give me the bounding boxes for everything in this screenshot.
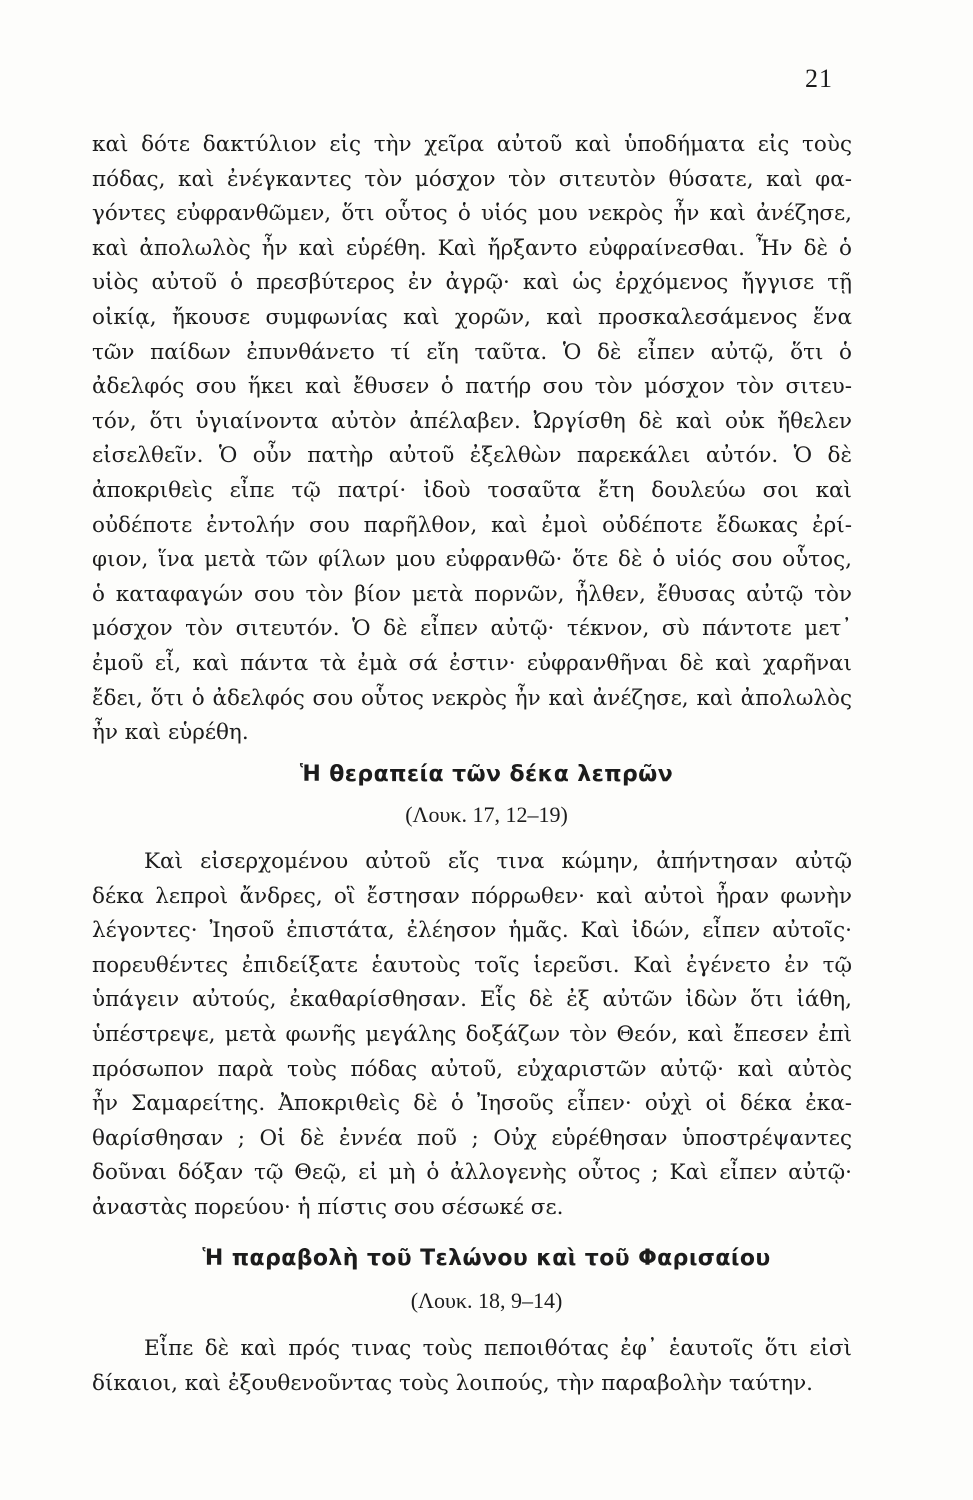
text-line: καὶ ἀπολωλὸς ἦν καὶ εὑρέθη. Καὶ ἤρξαντο εὐφραίνεσθαι. Ἦν δὲ ὁ — [92, 235, 852, 261]
section-ten-lepers — [92, 845, 852, 1226]
text-line: δίκαιοι, καὶ ἐξουθενοῦντας τοὺς λοιπούς, τὴν παραβολὴν ταύτην. — [92, 1370, 814, 1396]
text-line: υἱὸς αὐτοῦ ὁ πρεσβύτερος ἐν ἀγρῷ· καὶ ὡς ἐρχόμενος ἤγγισε τῇ — [92, 270, 852, 296]
text-line: τόν, ὅτι ὑγιαίνοντα αὐτὸν ἀπέλαβεν. Ὠργίσθη δὲ καὶ οὐκ ἤθελεν — [92, 408, 852, 434]
paragraph — [92, 128, 852, 751]
paragraph — [92, 845, 852, 1226]
text-line: δέκα λεπροὶ ἄνδρες, οἳ ἔστησαν πόρρωθεν· καὶ αὐτοὶ ἦραν φωνὴν — [92, 883, 852, 909]
section-pharisee-publican — [92, 1332, 852, 1401]
text-line: ἀναστὰς πορεύου· ἡ πίστις σου σέσωκέ σε. — [92, 1194, 564, 1220]
text-line: μόσχον τὸν σιτευτόν. Ὁ δὲ εἶπεν αὐτῷ· τέκνον, σὺ πάντοτε μετ᾽ — [92, 616, 852, 642]
text-line: τῶν παίδων ἐπυνθάνετο τί εἴη ταῦτα. Ὁ δὲ εἶπεν αὐτῷ, ὅτι ὁ — [92, 339, 852, 365]
text-line: καὶ δότε δακτύλιον εἰς τὴν χεῖρα αὐτοῦ καὶ ὑποδήματα εἰς τοὺς — [92, 132, 852, 157]
text-line: ἐμοῦ εἶ, καὶ πάντα τὰ ἐμὰ σά ἐστιν· εὐφρανθῆναι δὲ καὶ χαρῆναι — [92, 650, 852, 676]
paragraph — [92, 1332, 852, 1401]
text-line: πρόσωπον παρὰ τοὺς πόδας αὐτοῦ, εὐχαριστῶν αὐτῷ· καὶ αὐτὸς — [92, 1056, 852, 1082]
text-line: λέγοντες· Ἰησοῦ ἐπιστάτα, ἐλέησον ἡμᾶς. Καὶ ἰδών, εἶπεν αὐτοῖς· — [92, 918, 852, 944]
scripture-reference-lepers: (Λουκ. 17, 12–19) — [405, 802, 568, 827]
text-line: εἰσελθεῖν. Ὁ οὖν πατὴρ αὐτοῦ ἐξελθὼν παρεκάλει αὐτόν. Ὁ δὲ — [92, 443, 852, 469]
section-heading-pharisee-publican: Ἡ παραβολὴ τοῦ Τελώνου καὶ τοῦ Φαρισαίου — [202, 1246, 771, 1271]
section-prodigal-continuation — [92, 128, 852, 751]
text-line: Καὶ εἰσερχομένου αὐτοῦ εἴς τινα κώμην, ἀπήντησαν αὐτῷ — [144, 849, 852, 874]
text-line: ἀποκριθεὶς εἶπε τῷ πατρί· ἰδοὺ τοσαῦτα ἔτη δουλεύω σοι καὶ — [92, 477, 852, 503]
text-line: ὁ καταφαγών σου τὸν βίον μετὰ πορνῶν, ἦλθεν, ἔθυσας αὐτῷ τὸν — [92, 581, 852, 607]
section-heading-lepers: Ἡ θεραπεία τῶν δέκα λεπρῶν — [299, 762, 674, 787]
text-line: γόντες εὐφρανθῶμεν, ὅτι οὗτος ὁ υἱός μου νεκρὸς ἦν καὶ ἀνέζησε, — [92, 201, 852, 227]
page-number: 21 — [805, 64, 833, 93]
text-line: θαρίσθησαν ; Οἱ δὲ ἐννέα ποῦ ; Οὐχ εὑρέθησαν ὑποστρέψαντες — [92, 1125, 852, 1151]
text-line: ὑπάγειν αὐτούς, ἐκαθαρίσθησαν. Εἷς δὲ ἐξ αὐτῶν ἰδὼν ὅτι ἰάθη, — [92, 987, 852, 1013]
text-line: πορευθέντες ἐπιδείξατε ἑαυτοὺς τοῖς ἱερεῦσι. Καὶ ἐγένετο ἐν τῷ — [92, 952, 852, 978]
text-line: ἦν καὶ εὑρέθη. — [92, 720, 249, 746]
text-line: ἀδελφός σου ἥκει καὶ ἔθυσεν ὁ πατήρ σου τὸν μόσχον τὸν σιτευ- — [92, 374, 852, 400]
text-line: οἰκίᾳ, ἤκουσε συμφωνίας καὶ χορῶν, καὶ προσκαλεσάμενος ἕνα — [92, 304, 852, 330]
text-line: ἦν Σαμαρείτης. Ἀποκριθεὶς δὲ ὁ Ἰησοῦς εἶπεν· οὐχὶ οἱ δέκα ἐκα- — [92, 1091, 852, 1117]
text-line: φιον, ἵνα μετὰ τῶν φίλων μου εὐφρανθῶ· ὅτε δὲ ὁ υἱός σου οὗτος, — [92, 547, 852, 573]
text-line: δοῦναι δόξαν τῷ Θεῷ, εἰ μὴ ὁ ἀλλογενὴς οὗτος ; Καὶ εἶπεν αὐτῷ· — [92, 1160, 852, 1186]
text-line: ἔδει, ὅτι ὁ ἀδελφός σου οὗτος νεκρὸς ἦν καὶ ἀνέζησε, καὶ ἀπολωλὸς — [92, 685, 852, 711]
text-line: ὑπέστρεψε, μετὰ φωνῆς μεγάλης δοξάζων τὸν Θεόν, καὶ ἔπεσεν ἐπὶ — [92, 1021, 852, 1047]
text-line: οὐδέποτε ἐντολήν σου παρῆλθον, καὶ ἐμοὶ οὐδέποτε ἔδωκας ἐρί- — [92, 512, 852, 538]
text-line: πόδας, καὶ ἐνέγκαντες τὸν μόσχον τὸν σιτευτὸν θύσατε, καὶ φα- — [92, 166, 852, 192]
text-line: Εἶπε δὲ καὶ πρός τινας τοὺς πεποιθότας ἐφ᾽ ἑαυτοῖς ὅτι εἰσὶ — [144, 1336, 852, 1361]
scripture-reference-pharisee-publican: (Λουκ. 18, 9–14) — [410, 1288, 563, 1313]
